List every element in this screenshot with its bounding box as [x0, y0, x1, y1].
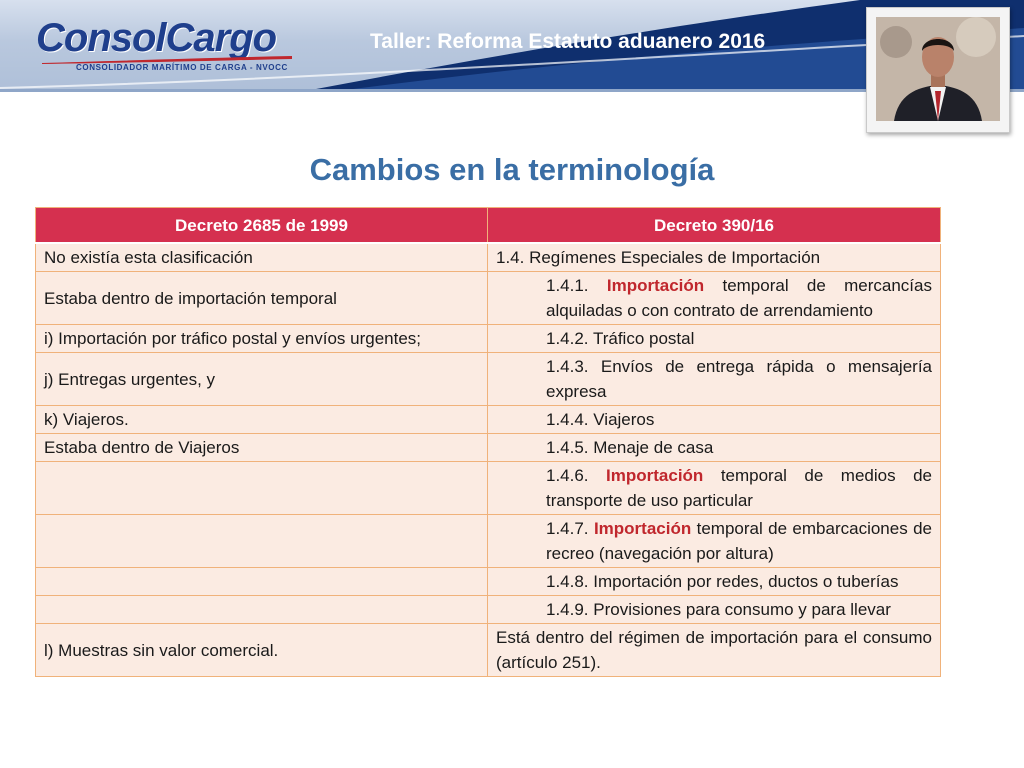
highlighted-term: Importación	[606, 466, 704, 485]
new-term-number: 1.4.7.	[546, 519, 589, 538]
old-term-cell	[36, 568, 488, 596]
old-term-cell: k) Viajeros.	[36, 406, 488, 434]
new-term-cell: Está dentro del régimen de importación para el consumo (artículo 251).	[488, 624, 941, 677]
table-row	[36, 353, 941, 406]
old-term-cell	[36, 515, 488, 568]
old-term-cell	[36, 462, 488, 515]
old-term-cell: Estaba dentro de importación temporal	[36, 272, 488, 325]
table-row	[36, 406, 941, 434]
new-term-number: 1.4.1.	[546, 276, 589, 295]
table-row	[36, 596, 941, 624]
workshop-title: Taller: Reforma Estatuto aduanero 2016	[370, 30, 766, 53]
old-term-cell: i) Importación por tráfico postal y envíos urgentes;	[36, 325, 488, 353]
new-term-cell: 1.4.3. Envíos de entrega rápida o mensajería expresa	[488, 353, 941, 406]
new-term-text: temporal de mercancías alquiladas o con contrato de arrendamiento	[546, 276, 932, 320]
company-logo	[36, 16, 296, 78]
logo-tagline: CONSOLIDADOR MARÍTIMO DE CARGA - NVOCC	[76, 63, 288, 72]
new-term-cell: 1.4. Regímenes Especiales de Importación	[488, 243, 941, 272]
presenter-photo	[866, 7, 1010, 133]
table-row	[36, 462, 941, 515]
column-header-old-decree: Decreto 2685 de 1999	[36, 208, 488, 244]
new-term-cell: 1.4.8. Importación por redes, ductos o tuberías	[488, 568, 941, 596]
table-row	[36, 272, 941, 325]
table-row	[36, 325, 941, 353]
new-term-number: 1.4.6.	[546, 466, 589, 485]
table-row	[36, 243, 941, 272]
new-term-cell	[488, 462, 941, 515]
table-row	[36, 568, 941, 596]
column-header-new-decree: Decreto 390/16	[488, 208, 941, 244]
old-term-cell: j) Entregas urgentes, y	[36, 353, 488, 406]
terminology-table	[35, 207, 941, 677]
presenter-photo-image	[876, 17, 1000, 121]
new-term-text: temporal de embarcaciones de recreo (navegación por altura)	[546, 519, 932, 563]
new-term-cell: 1.4.5. Menaje de casa	[488, 434, 941, 462]
table-header-row	[36, 208, 941, 244]
highlighted-term: Importación	[606, 276, 705, 295]
new-term-cell	[488, 515, 941, 568]
new-term-text: temporal de medios de transporte de uso particular	[546, 466, 932, 510]
logo-wordmark: ConsolCargo	[36, 16, 277, 60]
new-term-cell	[488, 272, 941, 325]
new-term-cell: 1.4.4. Viajeros	[488, 406, 941, 434]
table-row	[36, 624, 941, 677]
table-row	[36, 515, 941, 568]
old-term-cell: Estaba dentro de Viajeros	[36, 434, 488, 462]
highlighted-term: Importación	[593, 519, 692, 538]
old-term-cell	[36, 596, 488, 624]
slide-title: Cambios en la terminología	[309, 152, 715, 187]
table-row	[36, 434, 941, 462]
old-term-cell: No existía esta clasificación	[36, 243, 488, 272]
old-term-cell: l) Muestras sin valor comercial.	[36, 624, 488, 677]
new-term-cell: 1.4.9. Provisiones para consumo y para llevar	[488, 596, 941, 624]
new-term-cell: 1.4.2. Tráfico postal	[488, 325, 941, 353]
